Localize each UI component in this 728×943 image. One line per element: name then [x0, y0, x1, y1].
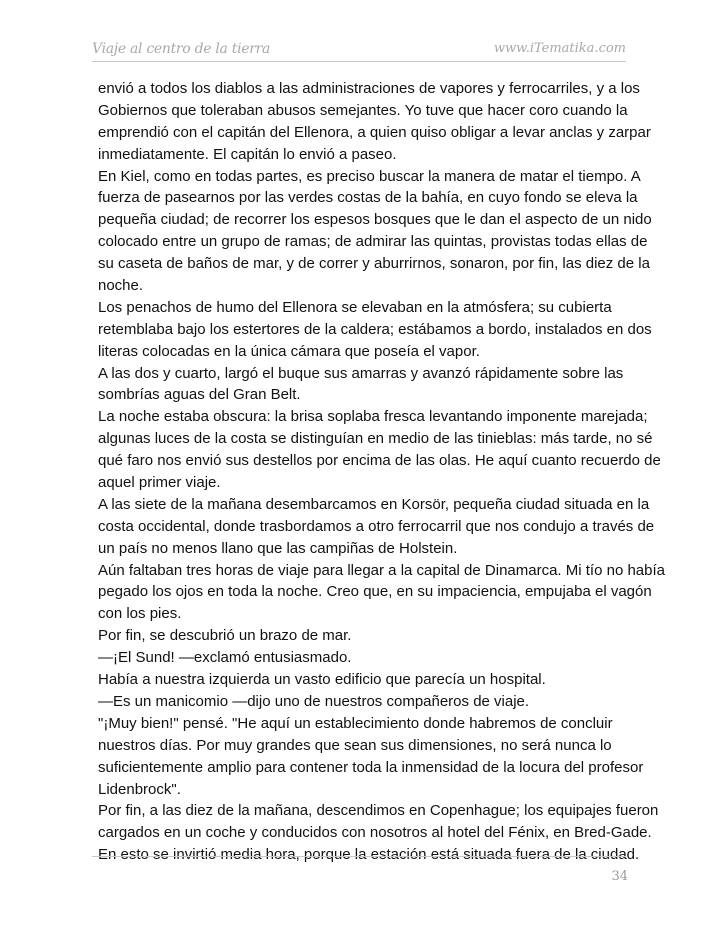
- text-line: Había a nuestra izquierda un vasto edificio que parecía un hospital.: [98, 671, 546, 689]
- text-line: fuerza de pasearnos por las verdes costas de la bahía, en cuyo fondo se eleva la: [98, 189, 638, 207]
- body-text: [98, 78, 665, 866]
- text-line: cargados en un coche y conducidos con nosotros al hotel del Fénix, en Bred-Gade.: [98, 824, 652, 842]
- text-line: envió a todos los diablos a las administraciones de vapores y ferrocarriles, y a los: [98, 80, 640, 97]
- text-line: Gobiernos que toleraban abusos semejantes. Yo tuve que hacer coro cuando la: [98, 101, 628, 119]
- text-line: "¡Muy bien!" pensé. "He aquí un establecimiento donde habremos de concluir: [98, 714, 613, 732]
- text-line: Por fin, a las diez de la mañana, descendimos en Copenhague; los equipajes fueron: [98, 802, 659, 820]
- text-line: A las dos y cuarto, largó el buque sus amarras y avanzó rápidamente sobre las: [98, 364, 624, 382]
- text-line: un país no menos llano que las campiñas de Holstein.: [98, 539, 458, 557]
- text-line: Los penachos de humo del Ellenora se elevaban en la atmósfera; su cubierta: [98, 298, 612, 316]
- text-line: retemblaba bajo los estertores de la caldera; estábamos a bordo, instalados en dos: [98, 320, 652, 338]
- text-line: En Kiel, como en todas partes, es preciso buscar la manera de matar el tiempo. A: [98, 167, 641, 185]
- text-line: Lidenbrock".: [98, 780, 181, 798]
- text-line: nuestros días. Por muy grandes que sean sus dimensiones, no será nunca lo: [98, 736, 612, 754]
- text-line: su caseta de baños de mar, y de correr y aburrirnos, sonaron, por fin, las diez de la: [98, 255, 650, 273]
- text-line: La noche estaba obscura: la brisa soplaba fresca levantando imponente marejada;: [98, 408, 648, 426]
- text-line: Por fin, se descubrió un brazo de mar.: [98, 627, 352, 645]
- text-line: colocado entre un grupo de ramas; de admirar las quintas, provistas todas ellas de: [98, 233, 648, 251]
- text-line: suficientemente amplio para contener toda la inmensidad de la locura del profesor: [98, 758, 644, 776]
- text-line: —Es un manicomio —dijo uno de nuestros compañeros de viaje.: [98, 692, 530, 710]
- book-title: Viaje al centro de la tierra: [92, 41, 271, 57]
- text-line: inmediatamente. El capitán lo envió a paseo.: [98, 145, 397, 163]
- text-line: algunas luces de la costa se distinguían en medio de las tinieblas: más tarde, no sé: [98, 430, 653, 448]
- text-line: pequeña ciudad; de recorrer los espesos bosques que le dan el aspecto de un nido: [98, 211, 652, 229]
- text-line: aquel primer viaje.: [98, 474, 221, 492]
- site-link[interactable]: www.iTematika.com: [493, 41, 626, 56]
- page-header: [92, 27, 626, 62]
- footer-divider: [92, 856, 626, 857]
- text-line: con los pies.: [98, 605, 182, 623]
- text-line: noche.: [98, 277, 144, 295]
- text-line: literas colocadas en la única cámara que poseía el vapor.: [98, 342, 480, 360]
- text-line: emprendió con el capitán del Ellenora, a quien quiso obligar a levar anclas y zarpar: [98, 123, 651, 141]
- text-line: En esto se invirtió media hora, porque la estación está situada fuera de la ciudad.: [98, 846, 640, 864]
- text-line: —¡El Sund! —exclamó entusiasmado.: [98, 649, 352, 667]
- text-line: sombrías aguas del Gran Belt.: [98, 386, 301, 404]
- text-line: qué faro nos envió sus destellos por encima de las olas. He aquí cuanto recuerdo de: [98, 452, 661, 470]
- text-line: Aún faltaban tres horas de viaje para llegar a la capital de Dinamarca. Mi tío no había: [98, 561, 665, 579]
- text-line: pegado los ojos en toda la noche. Creo que, en su impaciencia, empujaba el vagón: [98, 583, 652, 601]
- text-line: costa occidental, donde trasbordamos a otro ferrocarril que nos condujo a través de: [98, 517, 655, 535]
- page-number: 34: [611, 869, 628, 884]
- text-line: A las siete de la mañana desembarcamos en Korsör, pequeña ciudad situada en la: [98, 495, 650, 513]
